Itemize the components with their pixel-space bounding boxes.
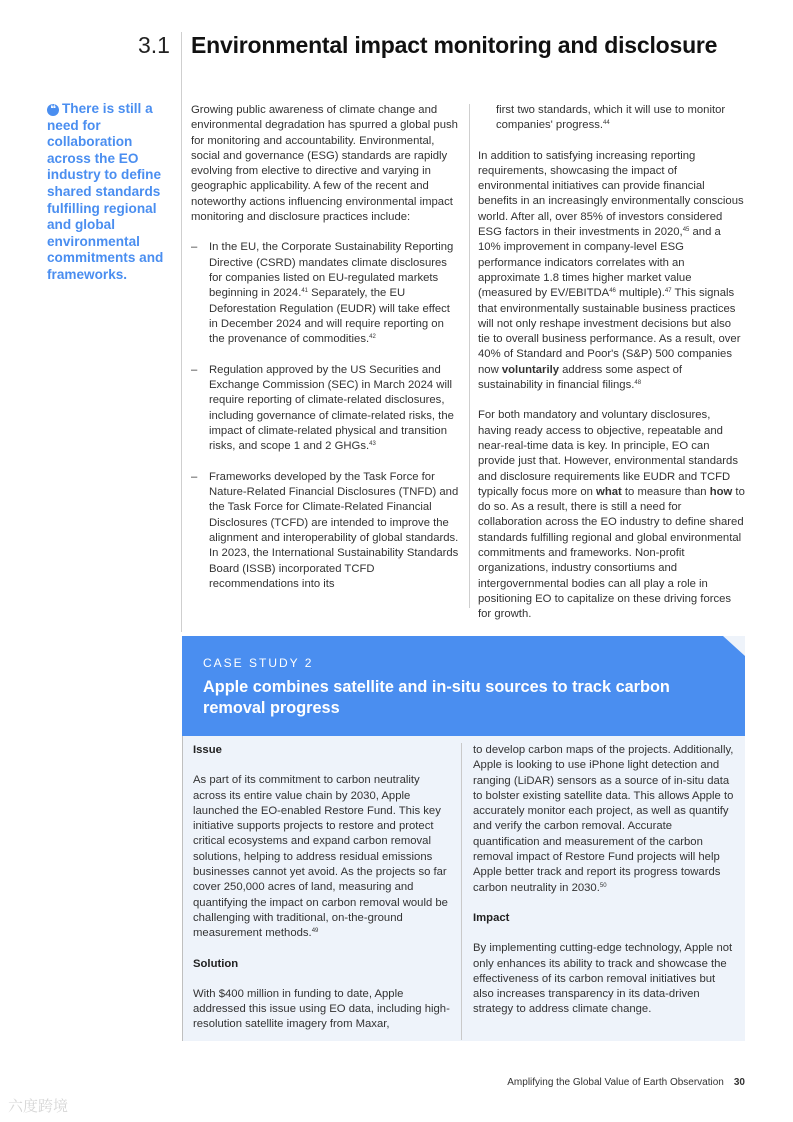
solution-continuation [473, 743, 739, 896]
solution-heading: Solution [193, 957, 239, 970]
section-rule [181, 32, 182, 632]
case-study-left-rule [182, 736, 183, 1041]
impact-heading: Impact [473, 911, 510, 924]
paragraph-text: and a 10% improvement in company-level ESG performance indicators correlates with an approximate 1.8 times higher market value (measured by EV/EBITDA [478, 226, 721, 300]
footnote-ref: 50 [599, 882, 607, 889]
bullet-dash: – [191, 470, 198, 483]
list-item [191, 240, 459, 347]
paragraph-text: address some aspect of sustainability in financial filings. [478, 363, 683, 392]
footnote-ref: 45 [682, 227, 690, 234]
actions-list [191, 240, 459, 592]
footnote-ref: 46 [609, 288, 616, 295]
case-study-right-column [473, 743, 739, 1018]
emphasis-text: what [596, 485, 622, 498]
bullet-text: Frameworks developed by the Task Force for Nature-Related Financial Disclosures (TNFD) and the Task Force for Climate-Related Financial Disclosures (TCFD) are intended to improve the alignment and interoperability of global standards. In 2023, the International Sustainability Standards Board (ISSB) incorporated TCFD recommendations into its [209, 470, 459, 590]
bullet-dash: – [191, 241, 198, 254]
paragraph-text: In addition to satisfying increasing reporting requirements, showcasing the impact of environmental initiatives can provide financial benefits in an increasingly environmentally conscious world. After all, over 85% of investors considered ESG factors in their investments in 2020, [478, 149, 744, 239]
right-column [478, 103, 746, 623]
case-study-column-divider [461, 743, 462, 1040]
intro-paragraph: Growing public awareness of climate change and environmental degradation has spurred a global push for monitoring and accountability. Environmental, social and governance (ESG) standards are rapidly evolving from elective to directive and varying in geographic applicability. A few of the recent and noteworthy actions influencing environmental impact monitoring and disclosure practices include: [191, 104, 458, 224]
pull-quote [47, 101, 175, 284]
paragraph-text: This signals that environmentally sustainable business practices will not only reshape investment decisions but also tie to overall business performance. As a result, over 40% of Standard and Poor's (S&P) 500 companies now [478, 287, 741, 376]
emphasis-text: voluntarily [501, 363, 559, 376]
page-footer [507, 1077, 745, 1088]
case-study-title: Apple combines satellite and in-situ sources to track carbon removal progress [203, 678, 670, 717]
quote-icon: ❝ [47, 104, 59, 116]
paragraph-text: As part of its commitment to carbon neutrality across its entire value chain by 2030, Apple launched the EO-enabled Restore Fund. This key initiative supports projects to restore and protect critical ecosystems and expand carbon removal solutions, helping to address residual emissions businesses cannot yet avoid. As the projects so far cover 250,000 acres of land, measuring and quantifying the impact on carbon removal would be challenging with traditional, on-the-ground measurement methods. [193, 774, 448, 940]
footnote-ref: 49 [311, 928, 319, 935]
list-item [191, 363, 459, 455]
pull-quote-text: There is still a need for collaboration across the EO industry to define shared standards fulfilling regional and global environmental commitments and frameworks. [47, 101, 164, 282]
footnote-ref: 44 [603, 120, 610, 127]
left-column [191, 103, 459, 608]
solution-paragraph: With $400 million in funding to date, Apple addressed this issue using EO data, including high-resolution satellite imagery from Maxar, [193, 987, 450, 1031]
page-number: 30 [733, 1077, 745, 1088]
footnote-ref: 47 [664, 288, 672, 295]
page-title: Environmental impact monitoring and disclosure [191, 32, 718, 58]
issue-heading: Issue [193, 744, 222, 756]
footnote-ref: 48 [634, 380, 642, 387]
emphasis-text: how [709, 485, 733, 498]
section-number: 3.1 [138, 32, 170, 58]
bullet-text: Separately, the EU Deforestation Regulation (EUDR) will take effect in December 2024 and will require reporting on the provenance of commodities. [209, 287, 450, 346]
column-divider [469, 104, 470, 608]
continuation-text: first two standards, which it will use to monitor companies' progress. [496, 104, 726, 132]
footnote-ref: 43 [369, 441, 376, 448]
issue-paragraph [193, 773, 451, 941]
footer-text: Amplifying the Global Value of Earth Observation [507, 1077, 724, 1088]
watermark: 六度跨境 [8, 1097, 69, 1115]
paragraph-text: For both mandatory and voluntary disclosures, having ready access to objective, repeatable and near-real-time data is key. In principle, EO can provide just that. However, environmental standards and disclosure requirements like EUDR and TCFD typically focus more on [478, 409, 738, 498]
bullet-text: Regulation approved by the US Securities and Exchange Commission (SEC) in March 2024 will require reporting of climate-related disclosures, including governance of climate-related risks, the impact of climate-related physical and transition risks, and scope 1 and 2 GHGs. [209, 363, 454, 453]
list-item [191, 470, 459, 592]
paragraph-text: to do so. As a result, there is still a need for collaboration across the EO industry to define shared standards fulfilling regional and global environmental commitments and frameworks. Non-profit organizations, industry consortiums and intergovernmental bodies can all play a role in positioning EO to capitalize on these driving forces for growth. [478, 485, 745, 621]
disclosure-paragraph [478, 408, 746, 622]
footnote-ref: 41 [301, 288, 309, 295]
paragraph-text: to develop carbon maps of the projects. Additionally, Apple is looking to use iPhone light detection and ranging (LiDAR) sensors as a source of in-situ data to bolster existing satellite data. This allows Apple to accurately monitor each project, as well as quantify and verify the carbon removal. Accurate quantification and measurement of the carbon removal impact of Restore Fund projects will help Apple better track and report its progress towards carbon neutrality in 2030. [473, 744, 734, 894]
bullet-text: In the EU, the Corporate Sustainability Reporting Directive (CSRD) mandates climate disclosures for companies listed on EU-regulated markets beginning in 2024. [209, 241, 454, 300]
paragraph-text: to measure than [621, 485, 710, 498]
case-study-left-column [193, 743, 451, 1033]
paragraph-text: multiple). [615, 287, 665, 300]
footnote-ref: 42 [369, 334, 376, 341]
bullet-dash: – [191, 363, 198, 376]
case-study-label: CASE STUDY 2 [203, 656, 314, 670]
impact-paragraph: By implementing cutting-edge technology, Apple not only enhances its ability to track and showcase the effectiveness of its carbon removal initiatives but also increases transparency in its data-driven strategy to address climate change. [473, 942, 733, 1016]
investor-paragraph [478, 149, 746, 394]
continuation-paragraph [478, 103, 746, 134]
